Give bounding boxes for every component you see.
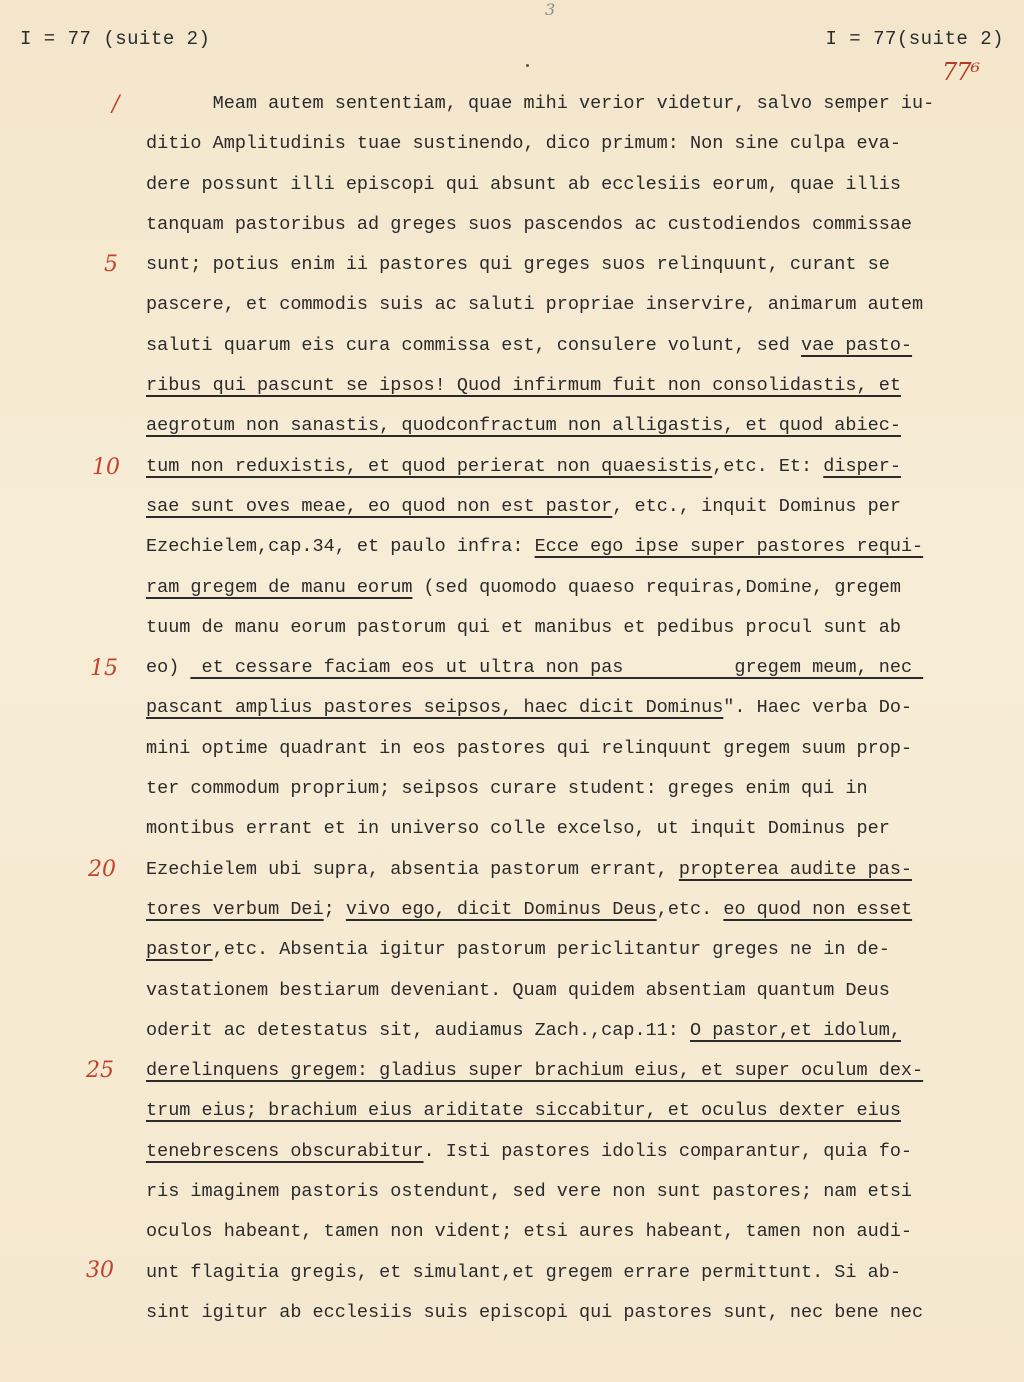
- text-line: [146, 1051, 1011, 1091]
- text-line: [146, 769, 1011, 809]
- text-segment: ,etc.: [656, 898, 724, 920]
- text-line: [146, 930, 1011, 970]
- margin-mark-1: /: [112, 92, 120, 117]
- text-segment: mini optime quadrant in eos pastores qui relinquunt gregem suum prop-: [146, 737, 913, 759]
- top-pencil-mark: 3: [545, 0, 556, 19]
- text-line: [146, 1091, 1011, 1131]
- text-line: [146, 245, 1011, 285]
- text-line: [146, 1172, 1011, 1212]
- text-segment: ris imaginem pastoris ostendunt, sed vere non sunt pastores; nam etsi: [146, 1181, 913, 1203]
- text-segment: ter commodum proprium; seipsos curare student: greges enim qui in: [146, 778, 868, 800]
- text-line: [146, 608, 1011, 648]
- text-segment: unt flagitia gregis, et simulant,et gregem errare permittunt. Si ab-: [146, 1261, 901, 1283]
- text-line: [146, 527, 1011, 567]
- underlined-quote: tores verbum Dei: [146, 898, 324, 920]
- text-segment: tanquam pastoribus ad greges suos pascendos ac custodiendos commissae: [146, 213, 913, 235]
- text-segment: ditio Amplitudinis tuae sustinendo, dico primum: Non sine culpa eva-: [146, 133, 901, 155]
- text-segment: sunt; potius enim ii pastores qui greges suos relinquunt, curant se: [146, 254, 890, 276]
- underlined-quote: ram gregem de manu eorum: [146, 576, 413, 598]
- underlined-quote: eo quod non esset: [723, 898, 913, 920]
- underlined-quote: pascant amplius pastores seipsos, haec dicit Dominus: [146, 697, 724, 719]
- margin-mark-10: 10: [92, 455, 120, 480]
- text-line: [146, 729, 1011, 769]
- text-line: [146, 326, 1011, 366]
- text-line: [146, 1011, 1011, 1051]
- text-segment: saluti quarum eis cura commissa est, consulere volunt, sed: [146, 334, 802, 356]
- text-segment: montibus errant et in universo colle excelso, ut inquit Dominus per: [146, 818, 890, 840]
- text-line: [146, 1293, 1011, 1333]
- underlined-quote: trum eius; brachium eius ariditate siccabitur, et oculus dexter eius: [146, 1100, 901, 1122]
- text-line: [146, 487, 1011, 527]
- text-line: [146, 850, 1011, 890]
- margin-mark-30: 30: [86, 1258, 114, 1283]
- text-segment: eo): [146, 657, 191, 679]
- underlined-quote: ribus qui pascunt se ipsos! Quod infirmum fuit non consolidastis, et: [146, 375, 901, 397]
- text-segment: ,etc. Absentia igitur pastorum periclitantur greges ne in de-: [212, 939, 890, 961]
- text-segment: ". Haec verba Do-: [723, 697, 913, 719]
- underlined-quote: derelinquens gregem: gladius super brachium eius, et super oculum dex-: [146, 1060, 924, 1082]
- text-line: [146, 285, 1011, 325]
- underlined-quote: vae pasto-: [801, 334, 913, 356]
- text-line: [146, 1212, 1011, 1252]
- text-segment: sint igitur ab ecclesiis suis episcopi qui pastores sunt, nec bene nec: [146, 1301, 924, 1323]
- margin-mark-5: 5: [104, 252, 118, 277]
- text-line: [146, 205, 1011, 245]
- text-segment: pascere, et commodis suis ac saluti propriae inservire, animarum autem: [146, 294, 924, 316]
- text-line: [146, 366, 1011, 406]
- text-line: [146, 447, 1011, 487]
- text-segment: Ezechielem ubi supra, absentia pastorum errant,: [146, 858, 679, 880]
- text-segment: ,etc. Et:: [712, 455, 824, 477]
- text-segment: dere possunt illi episcopi qui absunt ab ecclesiis eorum, quae illis: [146, 173, 901, 195]
- underlined-quote: sae sunt oves meae, eo quod non est pastor: [146, 495, 613, 517]
- margin-mark-15: 15: [90, 656, 118, 681]
- text-line: [146, 688, 1011, 728]
- text-line: [146, 1132, 1011, 1172]
- text-segment: tuum de manu eorum pastorum qui et manibus et pedibus procul sunt ab: [146, 616, 901, 638]
- text-line: [146, 568, 1011, 608]
- text-segment: , etc., inquit Dominus per: [612, 495, 901, 517]
- underlined-quote: vivo ego, dicit Dominus Deus: [345, 898, 657, 920]
- underlined-quote: propterea audite pas-: [678, 858, 913, 880]
- underlined-quote: tum non reduxistis, et quod perierat non quaesistis: [146, 455, 713, 477]
- text-segment: Meam autem sententiam, quae mihi verior videtur, salvo semper iu-: [146, 93, 935, 114]
- page-header-right: I = 77(suite 2): [825, 28, 1004, 50]
- margin-mark-25: 25: [86, 1058, 114, 1083]
- underlined-quote: et cessare faciam eos ut ultra non pas gregem meum, nec: [190, 657, 924, 679]
- underlined-quote: pastor: [146, 939, 213, 961]
- ink-dot: [526, 64, 529, 67]
- text-segment: oderit ac detestatus sit, audiamus Zach.,cap.11:: [146, 1019, 690, 1041]
- text-segment: ;: [323, 898, 346, 920]
- underlined-quote: tenebrescens obscurabitur: [146, 1140, 424, 1162]
- handwritten-page-number: 77⁶: [942, 58, 980, 86]
- text-line: [146, 890, 1011, 930]
- text-line: [146, 406, 1011, 446]
- page-header-left: I = 77 (suite 2): [20, 28, 211, 50]
- underlined-quote: aegrotum non sanastis, quodconfractum non alligastis, et quod abiec-: [146, 415, 901, 437]
- underlined-quote: disper-: [823, 455, 901, 477]
- underlined-quote: Ecce ego ipse super pastores requi-: [534, 536, 924, 558]
- text-line: [146, 809, 1011, 849]
- underlined-quote: O pastor,et idolum,: [690, 1019, 901, 1041]
- text-line: [146, 648, 1011, 688]
- text-line: [146, 971, 1011, 1011]
- text-segment: . Isti pastores idolis comparantur, quia fo-: [423, 1140, 913, 1162]
- text-segment: Ezechielem,cap.34, et paulo infra:: [146, 536, 535, 558]
- margin-mark-20: 20: [88, 857, 116, 882]
- text-line: [146, 124, 1011, 164]
- text-segment: (sed quomodo quaeso requiras,Domine, gregem: [412, 576, 901, 598]
- text-line: [146, 1253, 1011, 1293]
- body-text: [146, 84, 1011, 1333]
- text-line: [146, 165, 1011, 205]
- text-segment: vastationem bestiarum deveniant. Quam quidem absentiam quantum Deus: [146, 979, 890, 1001]
- text-segment: oculos habeant, tamen non vident; etsi aures habeant, tamen non audi-: [146, 1221, 913, 1243]
- text-line: [146, 84, 1011, 124]
